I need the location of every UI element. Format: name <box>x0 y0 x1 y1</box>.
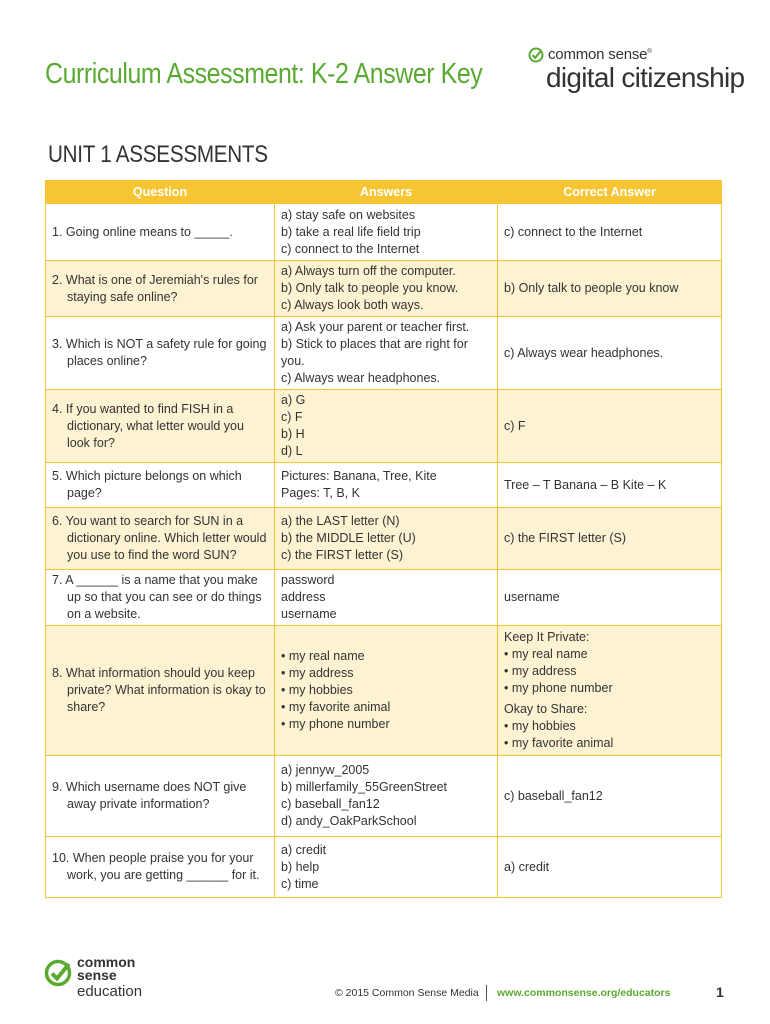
question-cell: 5. Which picture belongs on which page? <box>46 463 275 508</box>
answers-cell: a) jennyw_2005 b) millerfamily_55GreenStreet c) baseball_fan12 d) andy_OakParkSchool <box>275 756 498 837</box>
brand-name: common sense® <box>548 46 652 63</box>
question-cell: 10. When people praise you for your work, you are getting ______ for it. <box>46 837 275 898</box>
table-row <box>46 508 722 570</box>
brand-logo <box>528 46 745 96</box>
page-number: 1 <box>716 984 724 1000</box>
correct-answer-cell: a) credit <box>498 837 722 898</box>
copyright-text: © 2015 Common Sense Media <box>335 987 479 999</box>
table-row <box>46 626 722 756</box>
column-header-answers: Answers <box>275 181 498 204</box>
question-cell: 3. Which is NOT a safety rule for going places online? <box>46 317 275 390</box>
correct-answer-cell: c) Always wear headphones. <box>498 317 722 390</box>
brand-product: digital citizenship <box>546 62 745 93</box>
checkmark-circle-icon <box>528 47 544 63</box>
column-header-correct-answer: Correct Answer <box>498 181 722 204</box>
correct-answer-cell: c) the FIRST letter (S) <box>498 508 722 570</box>
question-cell: 7. A ______ is a name that you make up so that you can see or do things on a website. <box>46 570 275 626</box>
table-row <box>46 204 722 261</box>
table-row <box>46 756 722 837</box>
footer-logo-education: education <box>77 983 143 1000</box>
correct-answer-cell: Tree – T Banana – B Kite – K <box>498 463 722 508</box>
table-row <box>46 390 722 463</box>
answers-cell: • my real name • my address • my hobbies • my favorite animal • my phone number <box>275 626 498 756</box>
table-row <box>46 837 722 898</box>
unit-title: UNIT 1 ASSESSMENTS <box>48 141 268 168</box>
checkmark-circle-icon <box>44 958 74 988</box>
educators-link[interactable]: www.commonsense.org/educators <box>497 987 671 999</box>
column-header-question: Question <box>46 181 275 204</box>
footer-logo-wordmark: common sense <box>77 954 136 983</box>
answers-cell: a) G c) F b) H d) L <box>275 390 498 463</box>
question-cell: 8. What information should you keep private? What information is okay to share? <box>46 626 275 756</box>
correct-answer-cell: b) Only talk to people you know <box>498 261 722 317</box>
answers-cell: a) Always turn off the computer. b) Only talk to people you know. c) Always look both ways. <box>275 261 498 317</box>
answers-cell: Pictures: Banana, Tree, Kite Pages: T, B, K <box>275 463 498 508</box>
correct-answer-cell: username <box>498 570 722 626</box>
table-row <box>46 317 722 390</box>
correct-answer-cell: Keep It Private: • my real name • my address • my phone number Okay to Share: • my hobbies • my favorite animal <box>498 626 722 756</box>
answer-key-table <box>45 180 722 898</box>
answers-cell: a) the LAST letter (N) b) the MIDDLE letter (U) c) the FIRST letter (S) <box>275 508 498 570</box>
answers-cell: a) Ask your parent or teacher first. b) Stick to places that are right for you. c) Always wear headphones. <box>275 317 498 390</box>
table-row <box>46 570 722 626</box>
answers-cell: password address username <box>275 570 498 626</box>
table-row <box>46 261 722 317</box>
page-title: Curriculum Assessment: K-2 Answer Key <box>45 58 483 90</box>
question-cell: 4. If you wanted to find FISH in a dictionary, what letter would you look for? <box>46 390 275 463</box>
footer-logo <box>44 956 164 1006</box>
table-header-row <box>46 181 722 204</box>
answers-cell: a) stay safe on websites b) take a real life field trip c) connect to the Internet <box>275 204 498 261</box>
question-cell: 9. Which username does NOT give away private information? <box>46 756 275 837</box>
correct-answer-cell: c) baseball_fan12 <box>498 756 722 837</box>
answers-cell: a) credit b) help c) time <box>275 837 498 898</box>
question-cell: 2. What is one of Jeremiah's rules for staying safe online? <box>46 261 275 317</box>
question-cell: 1. Going online means to _____. <box>46 204 275 261</box>
footer-divider <box>486 985 487 1001</box>
question-cell: 6. You want to search for SUN in a dictionary online. Which letter would you use to find the word SUN? <box>46 508 275 570</box>
correct-answer-cell: c) F <box>498 390 722 463</box>
correct-answer-cell: c) connect to the Internet <box>498 204 722 261</box>
table-row <box>46 463 722 508</box>
